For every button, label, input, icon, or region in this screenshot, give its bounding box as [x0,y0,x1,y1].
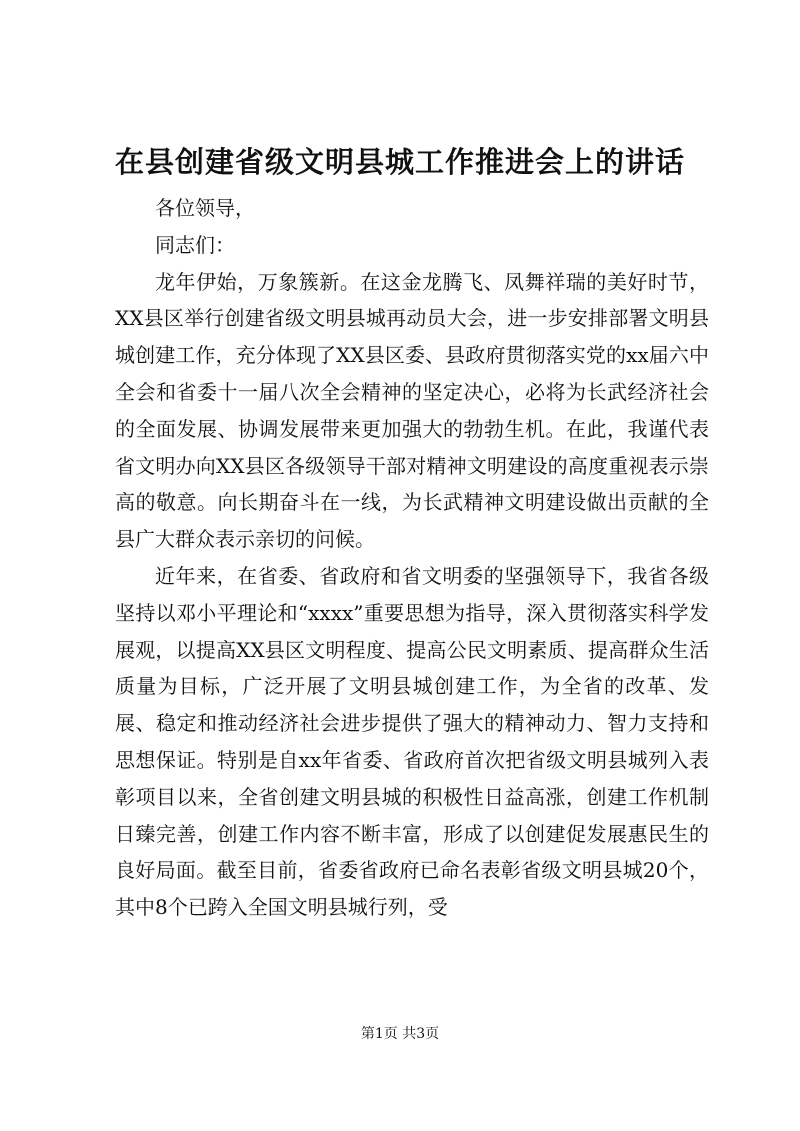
paragraph-recent-years: 近年来，在省委、省政府和省文明委的坚强领导下，我省各级坚持以邓小平理论和“xxxx”重要思想为指导，深入贯彻落实科学发展观，以提高XX县区文明程度、提高公民文明素质、提高群众生活质量为目标，广泛开展了文明县城创建工作，为全省的改革、发展、稳定和推动经济社会进步提供了强大的精神动力、智力支持和思想保证。特别是自xx年省委、省政府首次把省级文明县城列入表彰项目以来，全省创建文明县城的积极性日益高涨，创建工作机制日臻完善，创建工作内容不断丰富，形成了以创建促发展惠民生的良好局面。截至目前，省委省政府已命名表彰省级文明县城20个，其中8个已跨入全国文明县城行列，受 [115,563,709,920]
salutation-comrades: 同志们： [155,232,235,257]
paragraph-opening: 龙年伊始，万象簇新。在这金龙腾飞、凤舞祥瑞的美好时节，XX县区举行创建省级文明县城再动员大会，进一步安排部署文明县城创建工作，充分体现了XX县区委、县政府贯彻落实党的xx届六中全会和省委十一届八次全会精神的坚定决心，必将为长武经济社会的全面发展、协调发展带来更加强大的勃勃生机。在此，我谨代表省文明办向XX县区各级领导干部对精神文明建设的高度重视表示崇高的敬意。向长期奋斗在一线，为长武精神文明建设做出贡献的全县广大群众表示亲切的问候。 [115,269,709,552]
document-title: 在县创建省级文明县城工作推进会上的讲话 [114,145,685,179]
salutation-leaders: 各位领导， [155,196,255,220]
document-body [115,190,709,926]
page-footer: 第1页 共3页 [360,1026,440,1042]
